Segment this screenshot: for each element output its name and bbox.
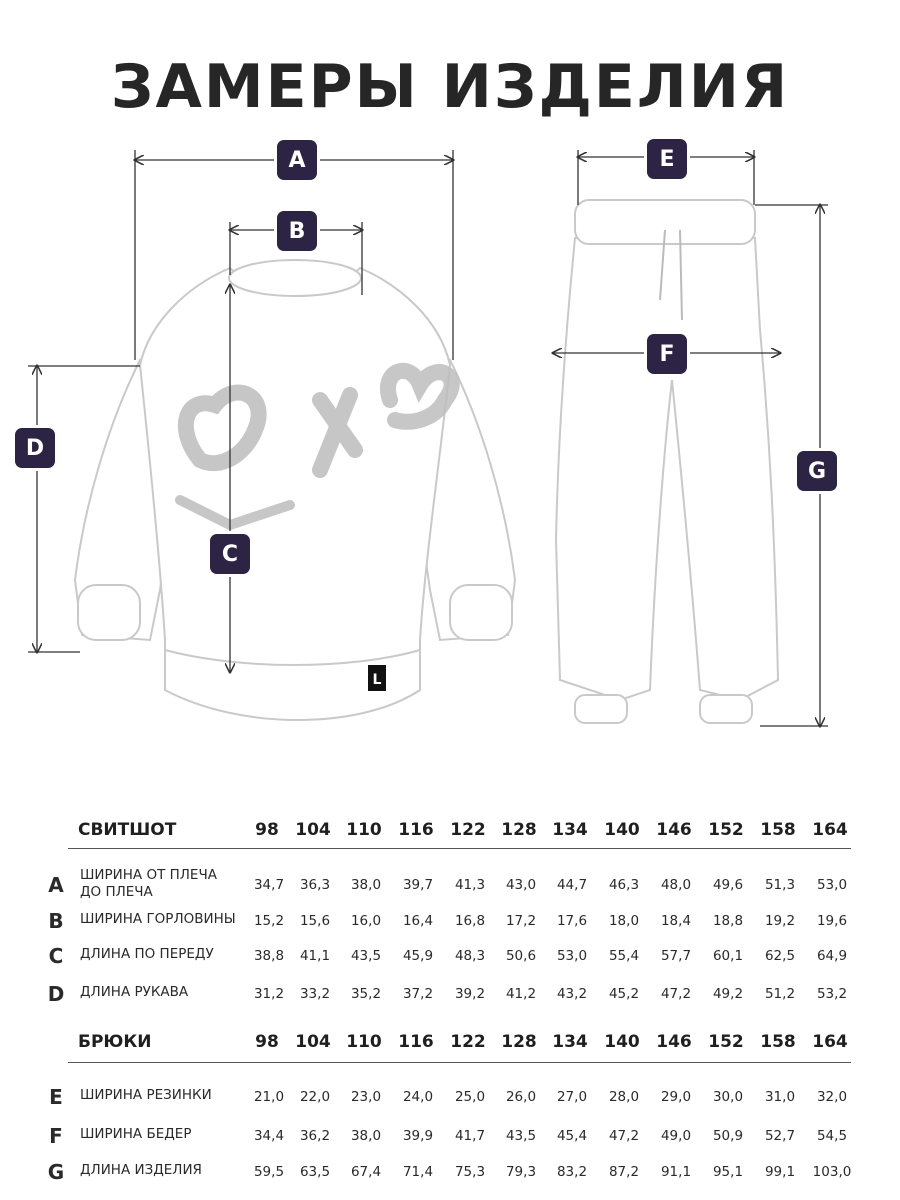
badge-e: E	[647, 139, 687, 179]
badge-g: G	[797, 451, 837, 491]
size-tag-label: L	[372, 672, 382, 688]
size-header-140: 140	[604, 1032, 640, 1052]
table-cell: 53,2	[816, 986, 848, 1002]
size-header-134: 134	[552, 820, 588, 840]
table-cell: 49,6	[712, 877, 744, 893]
table-cell: 24,0	[402, 1089, 434, 1105]
size-header-128: 128	[501, 1032, 537, 1052]
table-cell: 28,0	[608, 1089, 640, 1105]
row-letter-b: B	[48, 909, 64, 933]
table-cell: 17,6	[556, 913, 588, 929]
table-cell: 35,2	[350, 986, 382, 1002]
table-cell: 43,2	[556, 986, 588, 1002]
table-cell: 23,0	[350, 1089, 382, 1105]
table-cell: 21,0	[253, 1089, 285, 1105]
size-header-116: 116	[398, 820, 434, 840]
table-cell: 62,5	[764, 948, 796, 964]
size-header-134: 134	[552, 1032, 588, 1052]
pants-header-row	[0, 1032, 900, 1062]
badge-f: F	[647, 334, 687, 374]
table-cell: 46,3	[608, 877, 640, 893]
table-cell: 38,0	[350, 877, 382, 893]
table-cell: 18,4	[660, 913, 692, 929]
row-letter-a: A	[48, 873, 64, 897]
table-cell: 34,7	[253, 877, 285, 893]
row-label-e: ШИРИНА РЕЗИНКИ	[80, 1087, 212, 1103]
table-cell: 71,4	[402, 1164, 434, 1180]
size-header-158: 158	[760, 1032, 796, 1052]
table-cell: 91,1	[660, 1164, 692, 1180]
pants-drawing	[556, 200, 778, 723]
row-letter-c: C	[48, 944, 64, 968]
size-header-146: 146	[656, 820, 692, 840]
table-cell: 18,0	[608, 913, 640, 929]
table-cell: 51,3	[764, 877, 796, 893]
table-cell: 53,0	[816, 877, 848, 893]
size-header-122: 122	[450, 820, 486, 840]
size-header-152: 152	[708, 820, 744, 840]
row-label-f: ШИРИНА БЕДЕР	[80, 1126, 192, 1142]
size-header-116: 116	[398, 1032, 434, 1052]
badge-b: B	[277, 211, 317, 251]
table-cell: 26,0	[505, 1089, 537, 1105]
size-header-164: 164	[812, 820, 848, 840]
size-header-164: 164	[812, 1032, 848, 1052]
table-cell: 44,7	[556, 877, 588, 893]
table-cell: 50,9	[712, 1128, 744, 1144]
row-letter-f: F	[49, 1124, 63, 1148]
table-cell: 19,2	[764, 913, 796, 929]
table-cell: 31,0	[764, 1089, 796, 1105]
table-cell: 45,4	[556, 1128, 588, 1144]
table-cell: 16,8	[454, 913, 486, 929]
table-cell: 95,1	[712, 1164, 744, 1180]
table-cell: 31,2	[253, 986, 285, 1002]
table-cell: 52,7	[764, 1128, 796, 1144]
sweatshirt-header-divider	[68, 848, 851, 849]
size-header-158: 158	[760, 820, 796, 840]
size-header-128: 128	[501, 820, 537, 840]
table-cell: 17,2	[505, 913, 537, 929]
table-cell: 75,3	[454, 1164, 486, 1180]
row-label-b: ШИРИНА ГОРЛОВИНЫ	[80, 911, 236, 927]
page-title: ЗАМЕРЫ ИЗДЕЛИЯ	[110, 52, 790, 122]
table-cell: 30,0	[712, 1089, 744, 1105]
table-cell: 29,0	[660, 1089, 692, 1105]
table-cell: 79,3	[505, 1164, 537, 1180]
table-cell: 49,0	[660, 1128, 692, 1144]
table-cell: 16,4	[402, 913, 434, 929]
size-header-122: 122	[450, 1032, 486, 1052]
sweatshirt-drawing	[75, 260, 515, 720]
table-cell: 15,2	[253, 913, 285, 929]
table-cell: 41,7	[454, 1128, 486, 1144]
table-cell: 48,0	[660, 877, 692, 893]
table-cell: 32,0	[816, 1089, 848, 1105]
table-cell: 45,2	[608, 986, 640, 1002]
size-header-146: 146	[656, 1032, 692, 1052]
table-cell: 57,7	[660, 948, 692, 964]
row-letter-g: G	[47, 1160, 65, 1184]
table-cell: 36,2	[299, 1128, 331, 1144]
table-cell: 38,8	[253, 948, 285, 964]
size-header-98: 98	[255, 820, 279, 840]
table-cell: 64,9	[816, 948, 848, 964]
table-cell: 55,4	[608, 948, 640, 964]
table-cell: 43,5	[505, 1128, 537, 1144]
pants-table-title: БРЮКИ	[78, 1032, 152, 1052]
table-cell: 67,4	[350, 1164, 382, 1180]
pants-header-divider	[68, 1062, 851, 1063]
table-cell: 34,4	[253, 1128, 285, 1144]
badge-d: D	[15, 428, 55, 468]
table-cell: 87,2	[608, 1164, 640, 1180]
row-label-c: ДЛИНА ПО ПЕРЕДУ	[80, 946, 214, 962]
size-header-104: 104	[295, 1032, 331, 1052]
table-cell: 37,2	[402, 986, 434, 1002]
table-cell: 33,2	[299, 986, 331, 1002]
table-cell: 43,5	[350, 948, 382, 964]
table-cell: 63,5	[299, 1164, 331, 1180]
row-label-g: ДЛИНА ИЗДЕЛИЯ	[80, 1162, 202, 1178]
size-header-98: 98	[255, 1032, 279, 1052]
table-cell: 99,1	[764, 1164, 796, 1180]
badge-a: A	[277, 140, 317, 180]
table-cell: 39,9	[402, 1128, 434, 1144]
table-cell: 41,3	[454, 877, 486, 893]
table-cell: 25,0	[454, 1089, 486, 1105]
sweatshirt-header-row	[0, 820, 900, 850]
row-letter-e: E	[49, 1085, 63, 1109]
table-cell: 45,9	[402, 948, 434, 964]
table-cell: 50,6	[505, 948, 537, 964]
sweatshirt-table-title: СВИТШОТ	[78, 820, 177, 840]
table-cell: 59,5	[253, 1164, 285, 1180]
size-header-140: 140	[604, 820, 640, 840]
table-cell: 18,8	[712, 913, 744, 929]
table-cell: 15,6	[299, 913, 331, 929]
size-header-104: 104	[295, 820, 331, 840]
table-cell: 54,5	[816, 1128, 848, 1144]
table-cell: 16,0	[350, 913, 382, 929]
table-cell: 39,2	[454, 986, 486, 1002]
table-cell: 49,2	[712, 986, 744, 1002]
table-cell: 48,3	[454, 948, 486, 964]
table-cell: 39,7	[402, 877, 434, 893]
table-cell: 27,0	[556, 1089, 588, 1105]
table-cell: 60,1	[712, 948, 744, 964]
table-cell: 22,0	[299, 1089, 331, 1105]
table-cell: 41,1	[299, 948, 331, 964]
size-header-110: 110	[346, 1032, 382, 1052]
row-label-a: ШИРИНА ОТ ПЛЕЧА ДО ПЛЕЧА	[80, 867, 217, 900]
size-header-152: 152	[708, 1032, 744, 1052]
badge-c: C	[210, 534, 250, 574]
table-cell: 47,2	[608, 1128, 640, 1144]
table-cell: 38,0	[350, 1128, 382, 1144]
table-cell: 19,6	[816, 913, 848, 929]
table-cell: 83,2	[556, 1164, 588, 1180]
row-letter-d: D	[47, 982, 65, 1006]
table-cell: 103,0	[812, 1164, 852, 1180]
table-cell: 47,2	[660, 986, 692, 1002]
row-label-d: ДЛИНА РУКАВА	[80, 984, 189, 1000]
table-cell: 53,0	[556, 948, 588, 964]
size-header-110: 110	[346, 820, 382, 840]
table-cell: 36,3	[299, 877, 331, 893]
table-cell: 41,2	[505, 986, 537, 1002]
table-cell: 43,0	[505, 877, 537, 893]
table-cell: 51,2	[764, 986, 796, 1002]
